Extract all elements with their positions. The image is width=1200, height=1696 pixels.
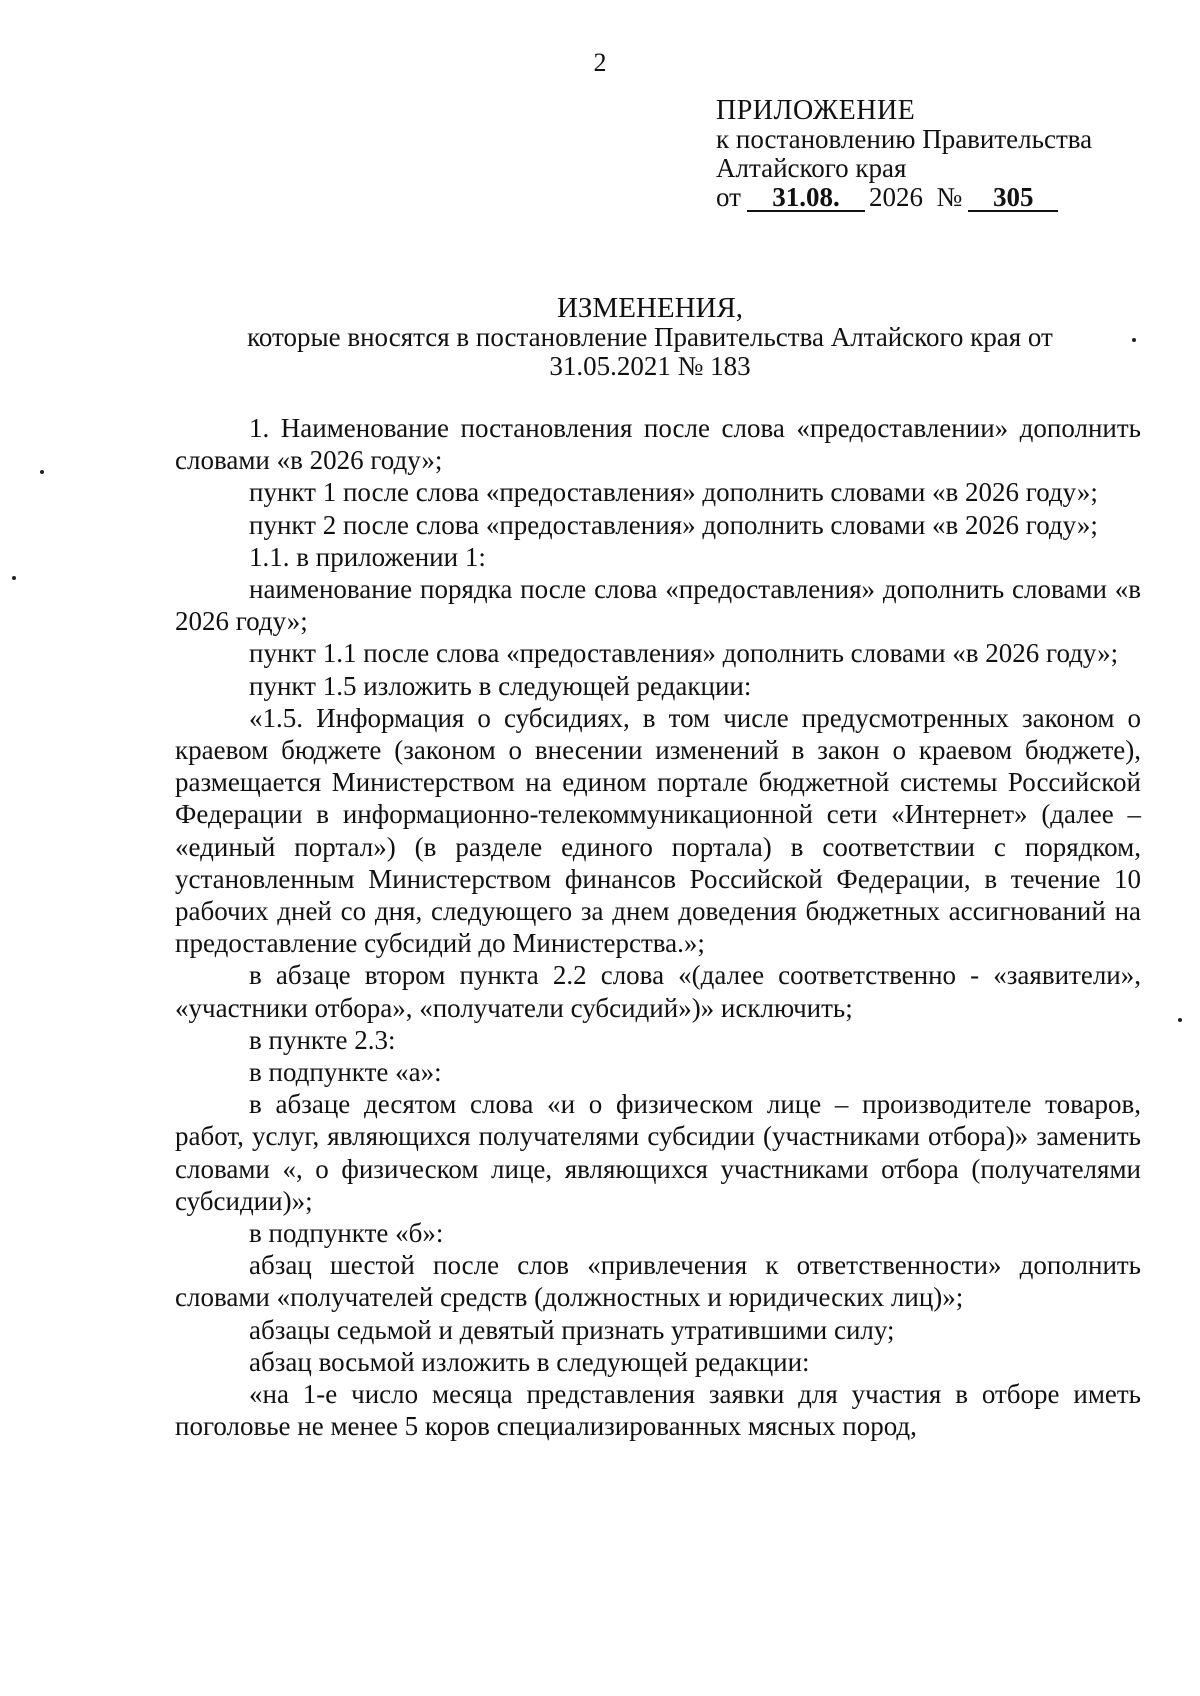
paragraph: абзацы седьмой и девятый признать утратившими силу; — [249, 1314, 895, 1345]
paragraph: абзац шестой после слов «привлечения к ответственности» дополнить словами «получателей средств (должностных и юридических лиц)»; — [175, 1250, 1141, 1313]
paragraph: в подпункте «а»: — [249, 1057, 442, 1088]
paragraph: 1.1. в приложении 1: — [249, 541, 486, 572]
paragraph: в абзаце втором пункта 2.2 слова «(далее соответственно - «заявители», «участники отбора», «получатели субсидий»)» исключить; — [175, 960, 1141, 1023]
appendix-prefix: от — [716, 182, 741, 212]
appendix-heading: ПРИЛОЖЕНИЕ — [716, 95, 916, 126]
paragraph: абзац восьмой изложить в следующей редакции: — [249, 1346, 810, 1377]
scan-speck — [40, 470, 44, 474]
paragraph: пункт 2 после слова «предоставления» дополнить словами «в 2026 году»; — [249, 509, 1098, 540]
paragraph: пункт 1.5 изложить в следующей редакции: — [249, 670, 752, 701]
appendix-number: 305 — [968, 184, 1058, 212]
scan-speck — [12, 576, 16, 580]
title-heading: ИЗМЕНЕНИЯ, — [556, 292, 744, 324]
paragraph: пункт 1 после слова «предоставления» дополнить словами «в 2026 году»; — [249, 477, 1098, 508]
paragraph: в подпункте «б»: — [249, 1218, 444, 1249]
paragraph: наименование порядка после слова «предоставления» дополнить словами «в 2026 году»; — [175, 574, 1141, 637]
paragraph: в абзаце десятом слова «и о физическом лице – производителе товаров, работ, услуг, являющихся получателями субсидии (участниками отбора)» заменить словами «, о физическом лице, являющихся участниками отбора (получателями субсидии)»; — [175, 1089, 1141, 1216]
scan-speck — [1132, 338, 1136, 342]
appendix-year: 2026 — [868, 182, 923, 212]
appendix-date: 31.08. — [747, 184, 865, 212]
document-body — [175, 412, 1141, 1443]
scan-speck — [1178, 1018, 1182, 1022]
paragraph: 1. Наименование постановления после слова «предоставлении» дополнить словами «в 2026 году»; — [175, 413, 1141, 476]
appendix-num-sign: № — [936, 182, 963, 212]
paragraph: пункт 1.1 после слова «предоставления» дополнить словами «в 2026 году»; — [249, 638, 1119, 669]
document-title — [170, 294, 1130, 381]
paragraph: «на 1-е число месяца представления заявки для участия в отборе иметь поголовье не менее 5 коров специализированных мясных пород, — [175, 1379, 1141, 1442]
title-line-1: которые вносятся в постановление Правительства Алтайского края от — [247, 322, 1053, 352]
appendix-date-line — [716, 183, 1092, 212]
paragraph: «1.5. Информация о субсидиях, в том числе предусмотренных законом о краевом бюджете (законом о внесении изменений в закон о краевом бюджете), размещается Министерством на едином портале бюджетной системы Российской Федерации в информационно-телекоммуникационной сети «Интернет» (далее – «единый портал») (в разделе единого портала) в соответствии с порядком, установленным Министерством финансов Российской Федерации, в течение 10 рабочих дней со дня, следующего за днем доведения бюджетных ассигнований на предоставление субсидий до Министерства.»; — [175, 702, 1141, 959]
page-number: 2 — [593, 48, 607, 77]
paragraph: в пункте 2.3: — [249, 1024, 396, 1055]
title-line-2: 31.05.2021 № 183 — [549, 351, 751, 381]
appendix-line-2: Алтайского края — [716, 153, 907, 183]
appendix-line-1: к постановлению Правительства — [716, 124, 1093, 154]
appendix-block — [716, 96, 1092, 212]
